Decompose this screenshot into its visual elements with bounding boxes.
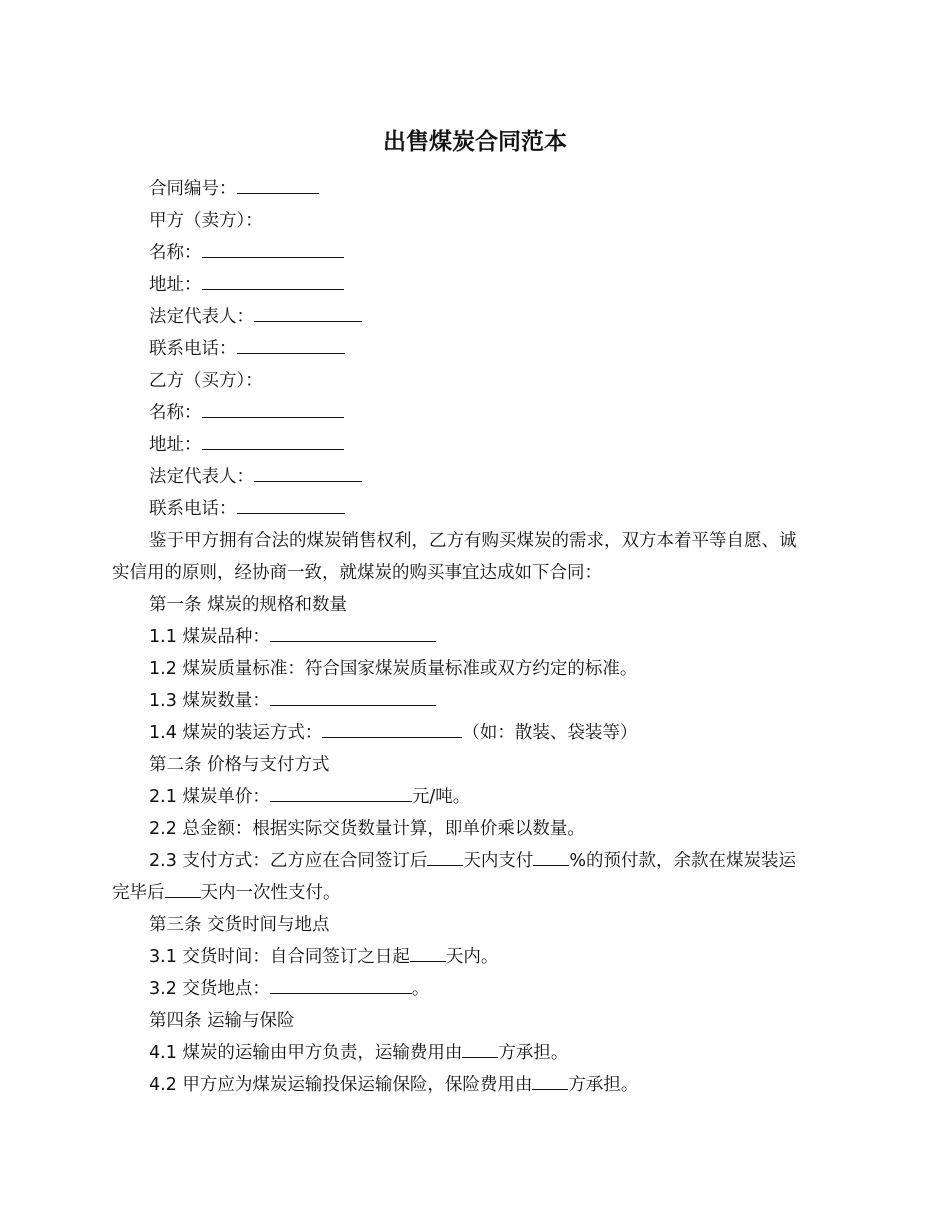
party-a-representative-blank <box>254 307 362 322</box>
party-b-phone-blank <box>237 499 345 514</box>
preamble-text-1: 鉴于甲方拥有合法的煤炭销售权利，乙方有购买煤炭的需求，双方本着平等自愿、诚 <box>149 531 797 551</box>
party-a-address-line <box>149 274 344 296</box>
balance-text-b: 天内一次性支付。 <box>200 883 341 903</box>
transport-text: 4.1 煤炭的运输由甲方负责，运输费用由 <box>149 1043 463 1063</box>
contract-number-label: 合同编号： <box>149 179 237 199</box>
coal-variety-blank <box>270 627 436 642</box>
unit-price-label: 2.1 煤炭单价： <box>149 787 270 807</box>
preamble-text-2: 实信用的原则，经协商一致，就煤炭的购买事宜达成如下合同： <box>112 563 602 583</box>
clause-1-1 <box>149 626 436 648</box>
party-b-representative-line <box>149 466 362 488</box>
clause-1-3 <box>149 690 436 712</box>
party-b-label: 乙方（买方）： <box>149 371 263 391</box>
coal-variety-label: 1.1 煤炭品种： <box>149 627 270 647</box>
transport-suffix: 方承担。 <box>498 1043 569 1063</box>
insurance-text: 4.2 甲方应为煤炭运输投保运输保险，保险费用由 <box>149 1075 533 1095</box>
party-a-label: 甲方（卖方）： <box>149 211 263 231</box>
article-2-title: 第二条 价格与支付方式 <box>149 755 330 775</box>
party-a-address-label: 地址： <box>149 275 202 295</box>
party-b-address-label: 地址： <box>149 435 202 455</box>
unit-price-blank <box>270 787 412 802</box>
article-2-heading <box>149 754 330 776</box>
payment-text-c: %的预付款，余款在煤炭装运 <box>569 851 797 871</box>
delivery-place-blank <box>270 979 412 994</box>
delivery-days-blank <box>410 947 446 962</box>
clause-2-1 <box>149 786 470 808</box>
article-3-title: 第三条 交货时间与地点 <box>149 915 330 935</box>
loading-method-label: 1.4 煤炭的装运方式： <box>149 723 323 743</box>
payment-days-blank <box>427 851 463 866</box>
total-amount-text: 2.2 总金额：根据实际交货数量计算，即单价乘以数量。 <box>149 819 585 839</box>
party-b-heading <box>149 370 263 392</box>
coal-quantity-blank <box>270 691 436 706</box>
party-a-representative-label: 法定代表人： <box>149 307 254 327</box>
clause-1-2 <box>149 658 637 680</box>
unit-price-unit: 元/吨。 <box>411 787 471 807</box>
clause-2-3-cont <box>112 882 341 904</box>
party-b-address-blank <box>202 435 344 450</box>
balance-text-a: 完毕后 <box>112 883 165 903</box>
clause-3-2 <box>149 978 429 1000</box>
clause-2-3 <box>149 850 796 872</box>
party-b-phone-line <box>149 498 345 520</box>
preamble-line-1 <box>149 530 797 552</box>
party-a-representative-line <box>149 306 362 328</box>
party-a-name-line <box>149 242 344 264</box>
payment-text-b: 天内支付 <box>463 851 534 871</box>
party-b-representative-blank <box>254 467 362 482</box>
party-a-phone-label: 联系电话： <box>149 339 237 359</box>
document-title: 出售煤炭合同范本 <box>383 129 567 155</box>
clause-1-4 <box>149 722 637 744</box>
contract-number-blank <box>237 179 319 194</box>
clause-2-2 <box>149 818 585 840</box>
balance-days-blank <box>165 883 201 898</box>
article-4-title: 第四条 运输与保险 <box>149 1011 295 1031</box>
party-b-name-label: 名称： <box>149 403 202 423</box>
loading-method-blank <box>322 723 462 738</box>
contract-number-line <box>149 178 319 200</box>
party-b-name-blank <box>202 403 344 418</box>
party-b-representative-label: 法定代表人： <box>149 467 254 487</box>
article-1-title: 第一条 煤炭的规格和数量 <box>149 595 348 615</box>
party-b-name-line <box>149 402 344 424</box>
clause-3-1 <box>149 946 498 968</box>
coal-quality-text: 1.2 煤炭质量标准：符合国家煤炭质量标准或双方约定的标准。 <box>149 659 638 679</box>
party-a-heading <box>149 210 263 232</box>
delivery-time-text: 3.1 交货时间：自合同签订之日起 <box>149 947 410 967</box>
party-a-phone-line <box>149 338 345 360</box>
coal-quantity-label: 1.3 煤炭数量： <box>149 691 270 711</box>
payment-percent-blank <box>533 851 569 866</box>
party-b-address-line <box>149 434 344 456</box>
party-a-phone-blank <box>237 339 345 354</box>
clause-4-1 <box>149 1042 568 1064</box>
preamble-line-2 <box>112 562 602 584</box>
insurance-party-blank <box>532 1075 568 1090</box>
delivery-time-suffix: 天内。 <box>445 947 499 967</box>
payment-text-a: 2.3 支付方式：乙方应在合同签订后 <box>149 851 428 871</box>
delivery-place-label: 3.2 交货地点： <box>149 979 270 999</box>
article-4-heading <box>149 1010 295 1032</box>
insurance-suffix: 方承担。 <box>568 1075 639 1095</box>
article-3-heading <box>149 914 330 936</box>
delivery-place-suffix: 。 <box>411 979 430 999</box>
clause-4-2 <box>149 1074 638 1096</box>
party-a-name-blank <box>202 243 344 258</box>
article-1-heading <box>149 594 347 616</box>
party-b-phone-label: 联系电话： <box>149 499 237 519</box>
party-a-name-label: 名称： <box>149 243 202 263</box>
transport-party-blank <box>462 1043 498 1058</box>
party-a-address-blank <box>202 275 344 290</box>
loading-method-example: （如：散装、袋装等） <box>462 723 638 743</box>
